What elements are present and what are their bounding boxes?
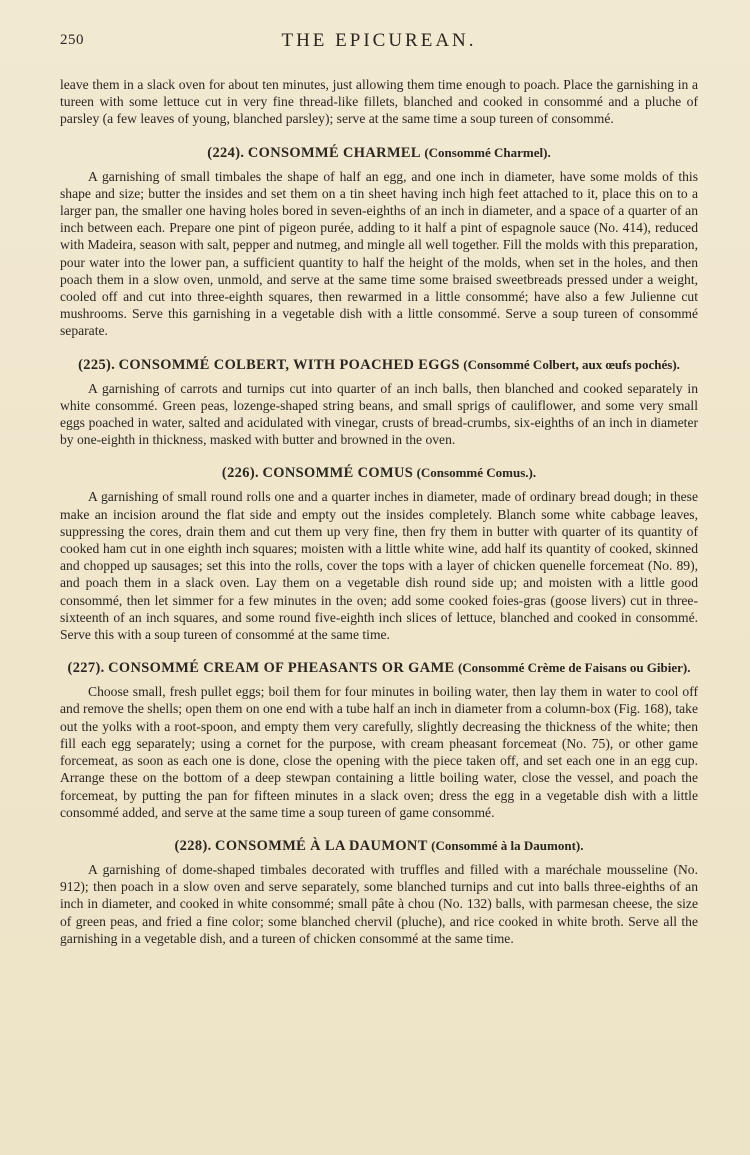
recipe-heading bbox=[60, 356, 698, 374]
recipe-subtitle: (Consommé Crème de Faisans ou Gibier). bbox=[457, 660, 691, 676]
recipe-heading bbox=[60, 659, 698, 677]
recipe-title: CONSOMMÉ COMUS bbox=[262, 465, 414, 482]
recipe-title: CONSOMMÉ CHARMEL bbox=[247, 144, 421, 161]
recipe-number: (225). bbox=[78, 356, 116, 373]
recipe-body: A garnishing of carrots and turnips cut into quarter of an inch balls, then blanched and cooked separately in white consommé. Green peas, lozenge-shaped string beans, and small sprigs of cauliflower, and some very small eggs poached in water, salted and acidulated with vinegar, crusts of bread-crumbs, six-eighths of an inch in diameter by one-eighth in thickness, masked with butter and browned in the oven. bbox=[60, 380, 698, 448]
running-head bbox=[60, 30, 698, 56]
recipe-subtitle: (Consommé Charmel). bbox=[424, 144, 551, 160]
recipe-heading bbox=[60, 837, 698, 855]
recipe-subtitle: (Consommé à la Daumont). bbox=[431, 837, 584, 853]
recipe-226 bbox=[60, 464, 698, 643]
recipe-body: Choose small, fresh pullet eggs; boil them for four minutes in boiling water, then lay them in water to cool off and remove the shells; open them on one end with a tube half an inch in diameter from a column-box (Fig. 168), take out the yolks with a root-spoon, and empty them very carefully, slightly decreasing the thickness of the white; then fill each egg separately; using a cornet for the purpose, with cream pheasant forcemeat (No. 75), or other game forcemeat, as soon as each one is done, close the opening with the piece taken off, and set each one in an egg cup. Arrange these on the bottom of a deep stewpan containing a little boiling water, close the vessel, and poach the forcemeat, by putting the pan for fifteen minutes in a slack oven; dress the egg in a vegetable dish with a little consommé added, and serve at the same time a soup tureen of game consommé. bbox=[60, 684, 698, 820]
recipe-225 bbox=[60, 356, 698, 449]
recipe-224 bbox=[60, 144, 698, 340]
recipe-number: (228). bbox=[174, 837, 212, 854]
recipe-title: CONSOMMÉ À LA DAUMONT bbox=[215, 837, 428, 854]
page-number: 250 bbox=[60, 32, 84, 48]
recipe-subtitle: (Consommé Colbert, aux œufs pochés). bbox=[463, 356, 680, 372]
recipe-number: (224). bbox=[207, 144, 245, 161]
recipe-heading bbox=[60, 144, 698, 162]
recipe-body: A garnishing of small round rolls one and a quarter inches in diameter, made of ordinary bread dough; in these make an incision around the flat side and empty out the insides completely. Blanch some white cabbage leaves, suppressing the cores, drain them and cut them up very fine, then fry them in butter with quarter of its quantity of cooked ham cut in one eighth inch squares; moisten with a little white wine, add half its quantity of cooked, skinned and chopped up sausages; set this into the rolls, cover the tops with a layer of chicken quenelle forcemeat (No. 89), and poach them in a slack oven. Lay them on a vegetable dish round side up; and moisten with a little good consommé, then let simmer for a few minutes in the oven; add some cooked foies-gras (goose livers) cut in three-sixteenth of an inch squares, and some round five-eighth inch slices of lettuce, blanched and cooked in consommé. Serve this with a soup tureen of consommé at the same time. bbox=[60, 489, 698, 643]
recipe-228 bbox=[60, 837, 698, 947]
recipe-title: CONSOMMÉ CREAM OF PHEASANTS OR GAME bbox=[108, 660, 455, 677]
recipe-body: A garnishing of small timbales the shape of half an egg, and one inch in diameter, have some molds of this shape and size; butter the insides and set them on a tin sheet having inch high feet attached to it, place this on to a larger pan, the smaller one having holes bored in seven-eighths of an inch in diameter, and a space of a quarter of an inch between each. Prepare one pint of pigeon purée, adding to it half a pint of espagnole sauce (No. 414), reduced with Madeira, season with salt, pepper and nutmeg, and mingle all well together. Fill the molds with this preparation, pour water into the lower pan, a sufficient quantity to half the height of the molds, when set in the holes, and then poach them in a slow oven, unmold, and serve at the same time some braised sweetbreads pressed under a weight, cooled off and cut into three-eighth squares, then rewarmed in a little consommé; have also a few Julienne cut mushrooms. Serve this garnishing in a vegetable dish with a little consommé. Serve a soup tureen of consommé separate. bbox=[60, 168, 698, 339]
recipe-number: (227). bbox=[67, 660, 105, 677]
recipe-title: CONSOMMÉ COLBERT, WITH POACHED EGGS bbox=[118, 356, 460, 373]
recipe-body: A garnishing of dome-shaped timbales decorated with truffles and filled with a maréchale mousseline (No. 912); then poach in a slow oven and serve separately, some blanched turnips and cut into balls three-eighths of an inch in diameter, and cooked in white consommé; small pâte à chou (No. 132) balls, with parmesan cheese, the size of green peas, and fried a fine color; some blanched chervil (pluche), and rice cooked in white broth. Serve all the garnishing in a vegetable dish, and a tureen of chicken consommé at the same time. bbox=[60, 861, 698, 946]
recipe-heading bbox=[60, 464, 698, 482]
recipe-subtitle: (Consommé Comus.). bbox=[416, 465, 537, 481]
recipe-number: (226). bbox=[221, 465, 260, 482]
book-title: THE EPICUREAN. bbox=[281, 30, 477, 51]
continued-paragraph: leave them in a slack oven for about ten minutes, just allowing them time enough to poach. Place the garnishing in a tureen with some lettuce cut in very fine thread-like fillets, blanched and cooked in consommé and a pluche of parsley (a few leaves of young, blanched parsley); serve at the same time a soup tureen of consommé. bbox=[60, 77, 698, 127]
recipe-227 bbox=[60, 659, 698, 821]
